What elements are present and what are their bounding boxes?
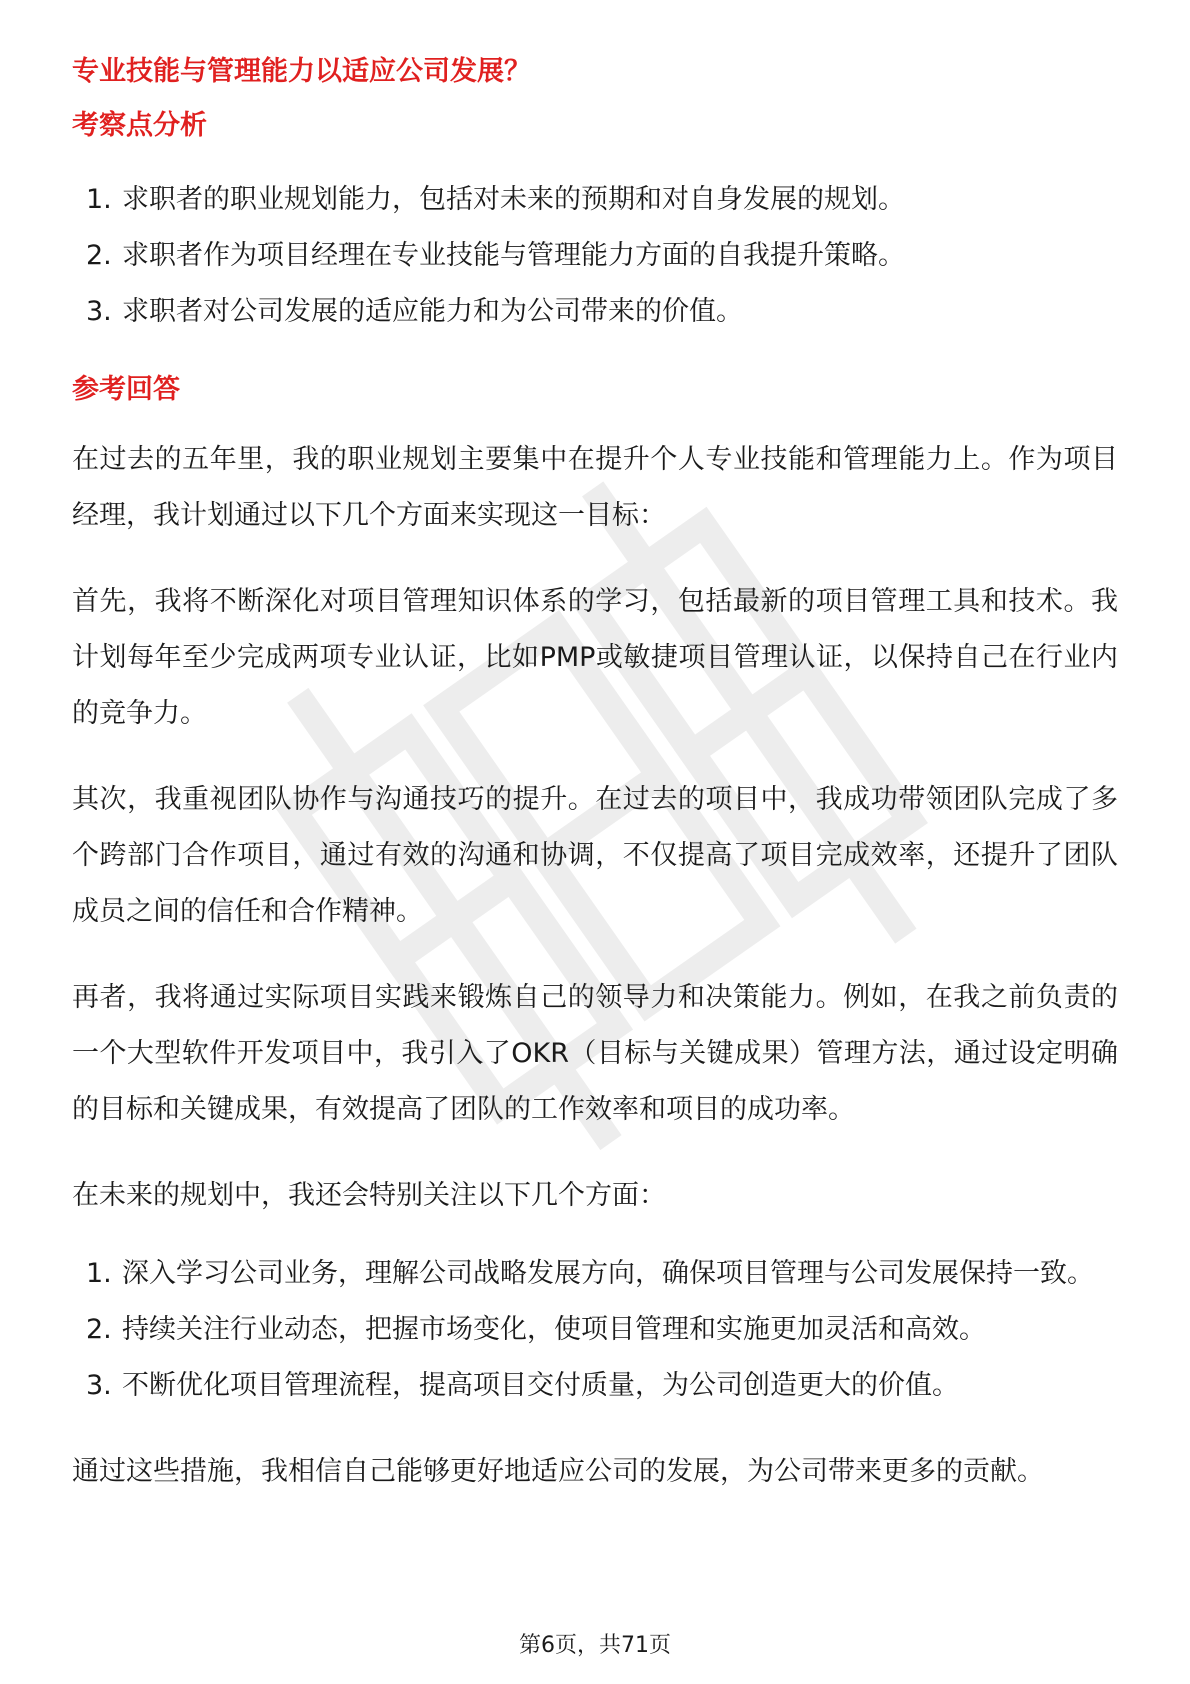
page-number-footer: 第6页，共71页 xyxy=(519,1633,671,1658)
list-item-text: 求职者作为项目经理在专业技能与管理能力方面的自我提升策略。 xyxy=(122,240,905,271)
future-intro-paragraph: 在未来的规划中，我还会特别关注以下几个方面： xyxy=(72,1180,666,1211)
answer-heading: 参考回答 xyxy=(72,374,180,405)
question-title: 专业技能与管理能力以适应公司发展？ xyxy=(72,56,531,87)
analysis-heading: 考察点分析 xyxy=(72,110,207,141)
list-item xyxy=(72,228,1118,284)
list-item-number: 3. xyxy=(86,296,112,327)
answer-first-paragraph: 首先，我将不断深化对项目管理知识体系的学习，包括最新的项目管理工具和技术。我计划每年至少完成两项专业认证，比如PMP或敏捷项目管理认证，以保持自己在行业内的竞争力。 xyxy=(72,586,1118,729)
list-item xyxy=(72,1246,1118,1302)
list-item-number: 2. xyxy=(86,240,112,271)
answer-third-paragraph: 再者，我将通过实际项目实践来锻炼自己的领导力和决策能力。例如，在我之前负责的一个大型软件开发项目中，我引入了OKR（目标与关键成果）管理方法，通过设定明确的目标和关键成果，有效提高了团队的工作效率和项目的成功率。 xyxy=(72,982,1118,1125)
list-item xyxy=(72,1302,1118,1358)
list-item xyxy=(72,172,1118,228)
main-content xyxy=(72,44,1118,1500)
list-item xyxy=(72,284,1118,340)
list-item-text: 求职者的职业规划能力，包括对未来的预期和对自身发展的规划。 xyxy=(122,184,905,215)
future-list xyxy=(72,1246,1118,1414)
list-item-text: 求职者对公司发展的适应能力和为公司带来的价值。 xyxy=(122,296,743,327)
list-item-number: 3. xyxy=(86,1370,112,1401)
conclusion-paragraph: 通过这些措施，我相信自己能够更好地适应公司的发展，为公司带来更多的贡献。 xyxy=(72,1456,1044,1487)
list-item-number: 1. xyxy=(86,184,112,215)
list-item-text: 不断优化项目管理流程，提高项目交付质量，为公司创造更大的价值。 xyxy=(122,1370,959,1401)
list-item-number: 2. xyxy=(86,1314,112,1345)
answer-second-paragraph: 其次，我重视团队协作与沟通技巧的提升。在过去的项目中，我成功带领团队完成了多个跨部门合作项目，通过有效的沟通和协调，不仅提高了项目完成效率，还提升了团队成员之间的信任和合作精神。 xyxy=(72,784,1118,927)
analysis-list xyxy=(72,172,1118,340)
list-item xyxy=(72,1358,1118,1414)
list-item-text: 持续关注行业动态，把握市场变化，使项目管理和实施更加灵活和高效。 xyxy=(122,1314,986,1345)
list-item-number: 1. xyxy=(86,1258,112,1289)
list-item-text: 深入学习公司业务，理解公司战略发展方向，确保项目管理与公司发展保持一致。 xyxy=(122,1258,1094,1289)
answer-intro-paragraph: 在过去的五年里，我的职业规划主要集中在提升个人专业技能和管理能力上。作为项目经理，我计划通过以下几个方面来实现这一目标： xyxy=(72,444,1118,531)
